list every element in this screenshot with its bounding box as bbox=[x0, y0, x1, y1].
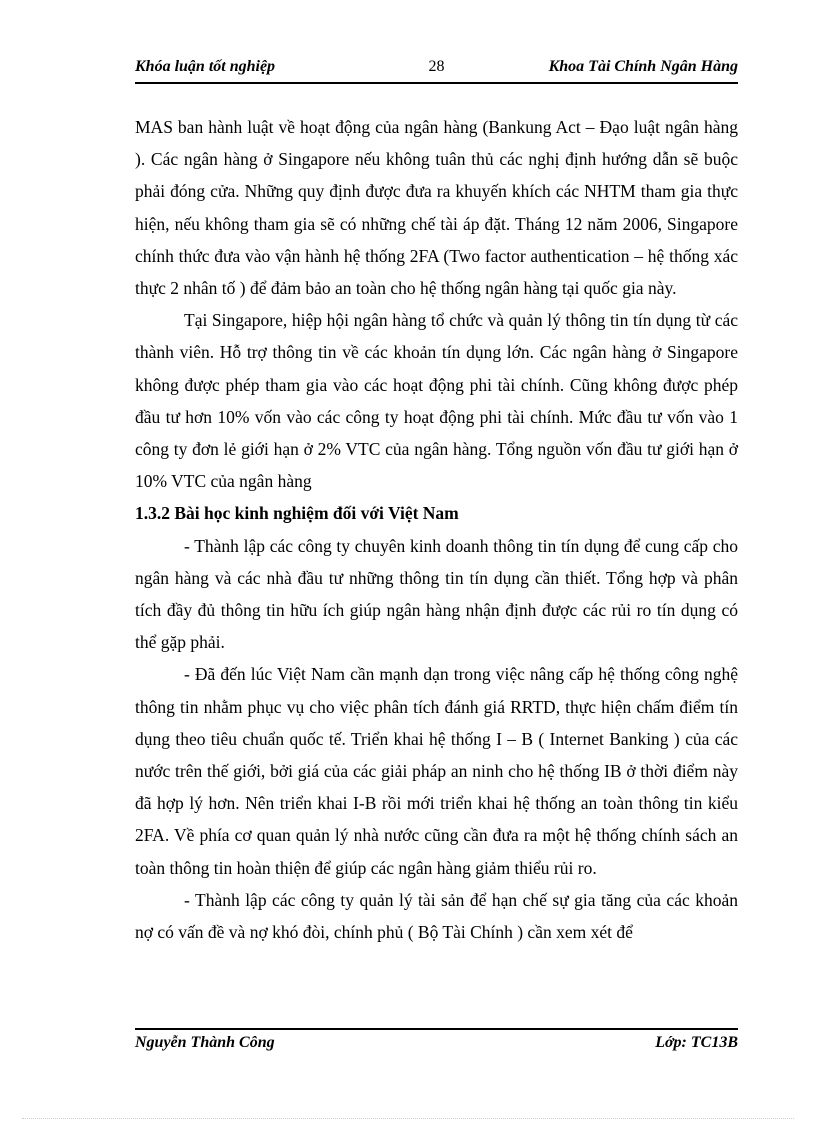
page-header bbox=[135, 56, 738, 84]
footer-class: Lớp: TC13B bbox=[655, 1034, 738, 1051]
paragraph-4: - Đã đến lúc Việt Nam cần mạnh dạn trong việc nâng cấp hệ thống công nghệ thông tin nhằm phục vụ cho việc phân tích đánh giá RRTD, thực hiện chấm điểm tín dụng theo tiêu chuẩn quốc tế. Triển khai hệ thống I – B ( Internet Banking ) của các nước trên thế giới, bởi giá của các giải pháp an ninh cho hệ thống IB ở thời điểm này đã hợp lý hơn. Nên triển khai I-B rồi mới triển khai hệ thống an toàn thông tin kiểu 2FA. Về phía cơ quan quản lý nhà nước cũng cần đưa ra một hệ thống chính sách an toàn thông tin hoàn thiện để giúp các ngân hàng giảm thiểu rủi ro. bbox=[135, 664, 738, 878]
page-footer bbox=[135, 1028, 738, 1058]
page-number: 28 bbox=[428, 58, 445, 75]
header-faculty-label: Khoa Tài Chính Ngân Hàng bbox=[548, 58, 738, 75]
page-bottom-edge bbox=[22, 1118, 794, 1119]
paragraph-1: MAS ban hành luật về hoạt động của ngân hàng (Bankung Act – Đạo luật ngân hàng ). Các ngân hàng ở Singapore nếu không tuân thủ các nghị định hướng dẫn sẽ buộc phải đóng cửa. Những quy định được đưa ra khuyến khích các NHTM tham gia thực hiện, nếu không tham gia sẽ có những chế tài áp đặt. Tháng 12 năm 2006, Singapore chính thức đưa vào vận hành hệ thống 2FA (Two factor authentication – hệ thống xác thực 2 nhân tố ) để đảm bảo an toàn cho hệ thống ngân hàng tại quốc gia này. bbox=[135, 117, 738, 299]
section-heading: 1.3.2 Bài học kinh nghiệm đối với Việt Nam bbox=[135, 503, 459, 524]
header-thesis-label: Khóa luận tốt nghiệp bbox=[135, 58, 276, 75]
paragraph-2: Tại Singapore, hiệp hội ngân hàng tổ chức và quản lý thông tin tín dụng từ các thành viên. Hỗ trợ thông tin về các khoản tín dụng lớn. Các ngân hàng ở Singapore không được phép tham gia vào các hoạt động phi tài chính. Cũng không được phép đầu tư hơn 10% vốn vào các công ty hoạt động phi tài chính. Mức đầu tư vốn vào 1 công ty đơn lẻ giới hạn ở 2% VTC của ngân hàng. Tổng nguồn vốn đầu tư giới hạn ở 10% VTC của ngân hàng bbox=[135, 310, 738, 492]
paragraph-3: - Thành lập các công ty chuyên kinh doanh thông tin tín dụng để cung cấp cho ngân hàng và các nhà đầu tư những thông tin tín dụng cần thiết. Tổng hợp và phân tích đầy đủ thông tin hữu ích giúp ngân hàng nhận định được các rủi ro tín dụng có thể gặp phải. bbox=[135, 535, 738, 653]
paragraph-5: - Thành lập các công ty quản lý tài sản để hạn chế sự gia tăng của các khoản nợ có vấn đề và nợ khó đòi, chính phủ ( Bộ Tài Chính ) cần xem xét để bbox=[135, 889, 738, 943]
page-body bbox=[135, 111, 738, 948]
footer-author: Nguyễn Thành Công bbox=[135, 1034, 275, 1051]
